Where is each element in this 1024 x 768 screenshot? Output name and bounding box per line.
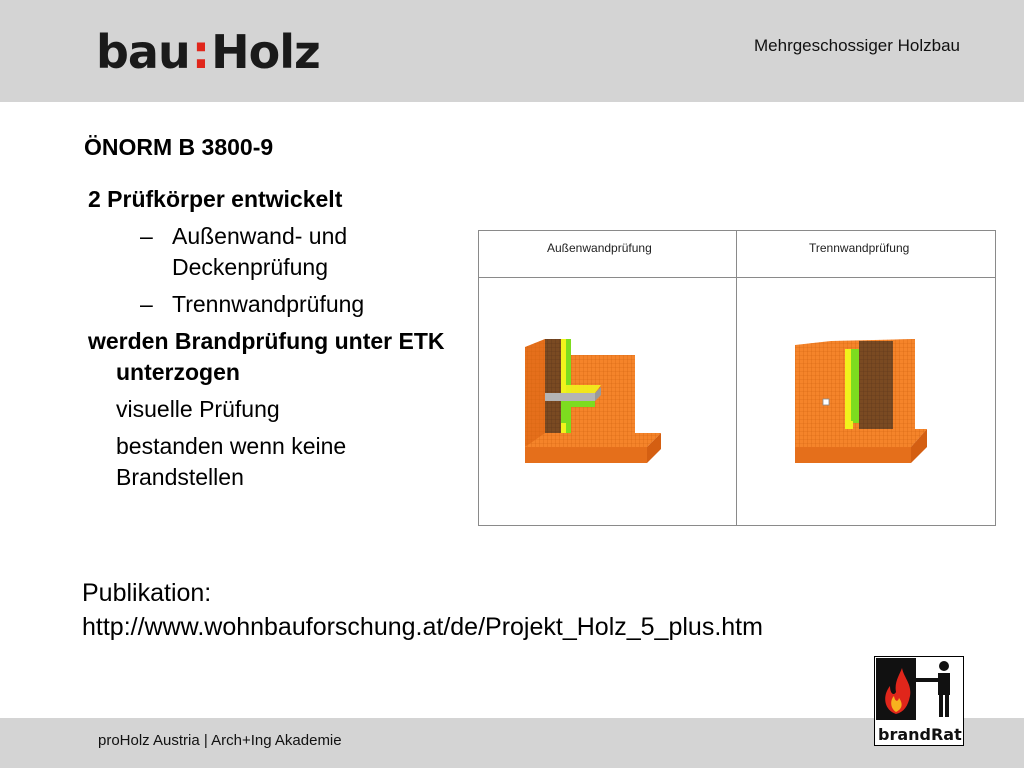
result-item: [88, 394, 478, 425]
logo-left: bau: [96, 25, 190, 79]
publication-block: [82, 576, 763, 644]
publication-label: Publikation:: [82, 579, 212, 607]
test-specimen-figure: [478, 230, 996, 526]
bullet-text: Trennwandprüfung: [172, 291, 365, 317]
brandrat-logo: [874, 656, 964, 746]
figure-label-exterior: Außenwandprüfung: [547, 241, 652, 255]
bauholz-logo: [96, 26, 320, 78]
footer-bar: [0, 718, 1024, 768]
figure-label-partition: Trennwandprüfung: [809, 241, 910, 255]
logo-right: Holz: [211, 25, 320, 79]
publication-url[interactable]: http://www.wohnbauforschung.at/de/Projekt_Holz_5_plus.htm: [82, 613, 763, 641]
header-bar: [0, 0, 1024, 102]
statement-text: werden Brandprüfung unter ETK unterzogen: [88, 328, 445, 385]
exterior-wall-specimen-illustration: [515, 335, 663, 467]
dash-marker: –: [140, 223, 153, 249]
bullet-text: Außenwand- und Deckenprüfung: [172, 223, 348, 280]
logo-separator: :: [191, 25, 210, 79]
partition-wall-specimen-illustration: [791, 335, 931, 467]
slide-title: ÖNORM B 3800-9: [84, 134, 274, 160]
result-text: bestanden wenn keine Brandstellen: [116, 433, 347, 490]
body-heading: 2 Prüfkörper entwickelt: [88, 186, 343, 212]
figure-divider: [736, 231, 737, 525]
bullet-item: [88, 289, 478, 320]
result-text: visuelle Prüfung: [116, 396, 280, 422]
bullet-item: [88, 221, 478, 283]
result-item: [88, 431, 478, 493]
brandrat-wordmark: brandRat: [878, 725, 962, 744]
header-subtitle: Mehrgeschossiger Holzbau: [754, 36, 960, 55]
footer-text: proHolz Austria | Arch+Ing Akademie: [98, 732, 342, 749]
slide-body: [88, 184, 478, 499]
dash-marker: –: [140, 291, 153, 317]
